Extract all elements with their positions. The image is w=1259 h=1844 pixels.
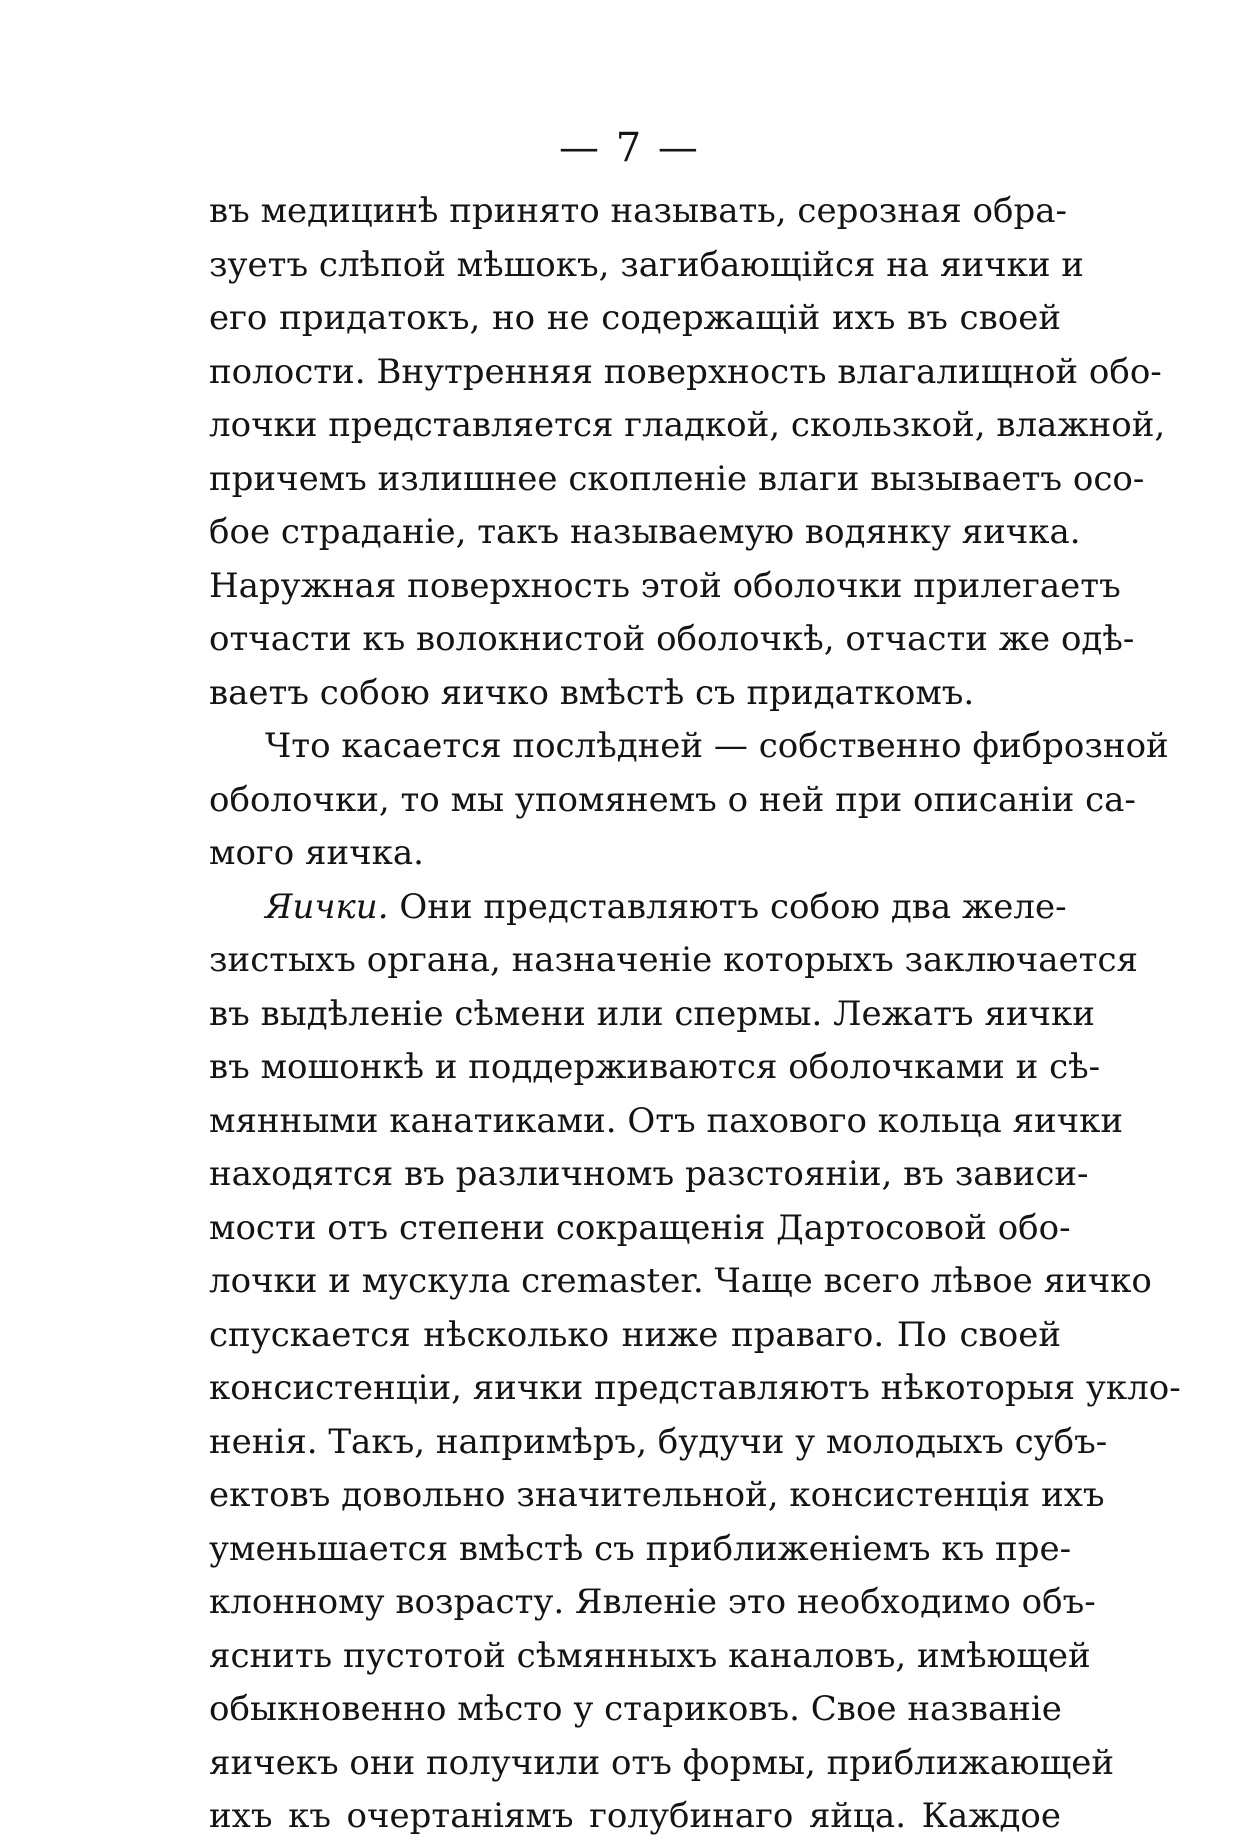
text-line xyxy=(209,881,1067,935)
text-line: мянными канатиками. Отъ пахового кольца яички xyxy=(209,1100,1124,1141)
text-line: зистыхъ органа, назначеніе которыхъ заключается xyxy=(209,940,1138,980)
text-line: въ мошонкѣ и поддерживаются оболочками и сѣ- xyxy=(209,1047,1101,1087)
text-line: его придатокъ, но не содержащій ихъ въ своей xyxy=(209,298,1061,338)
text-line: въ выдѣленіе сѣмени или спермы. Лежатъ яички xyxy=(209,993,1095,1034)
text-line: лочки представляется гладкой, скользкой, влажной, xyxy=(209,405,1166,445)
text-line: уменьшается вмѣстѣ съ приближеніемъ къ пре- xyxy=(209,1528,1072,1569)
text-line: лочки и мускула cremaster. Чаще всего лѣвое яичко xyxy=(209,1261,1152,1301)
text-line: ектовъ довольно значительной, консистенція ихъ xyxy=(209,1475,1105,1515)
text-line: зуетъ слѣпой мѣшокъ, загибающійся на яички и xyxy=(209,244,1084,285)
text-line: клонному возрасту. Явленіе это необходимо объ- xyxy=(209,1582,1096,1622)
text-line: обыкновенно мѣсто у стариковъ. Свое названіе xyxy=(209,1689,1062,1729)
text-line: мого яичка. xyxy=(209,833,424,873)
text-line: ихъ къ очертаніямъ голубинаго яйца. Каждое xyxy=(209,1796,1061,1836)
text-line: Что касается послѣдней — собственно фиброзной xyxy=(265,726,1169,766)
text-line: ваетъ собою яичко вмѣстѣ съ придаткомъ. xyxy=(209,672,975,713)
text-line: оболочки, то мы упомянемъ о ней при описаніи са- xyxy=(209,779,1136,820)
text-line-rest: Они представляютъ собою два желе- xyxy=(399,886,1067,927)
text-line: полости. Внутренняя поверхность влагалищной обо- xyxy=(209,351,1162,392)
text-line: отчасти къ волокнистой оболочкѣ, отчасти же одѣ- xyxy=(209,619,1135,659)
text-line: яичекъ они получили отъ формы, приближающей xyxy=(209,1742,1114,1783)
text-line: находятся въ различномъ разстояніи, въ зависи- xyxy=(209,1154,1089,1194)
text-line: бое страданіе, такъ называемую водянку яичка. xyxy=(209,512,1081,552)
text-line: консистенціи, яички представляютъ нѣкоторыя укло- xyxy=(209,1368,1181,1408)
text-line: причемъ излишнее скопленіе влаги вызываетъ осо- xyxy=(209,458,1145,499)
paragraph xyxy=(209,881,1181,1844)
text-line: спускается нѣсколько ниже праваго. По своей xyxy=(209,1314,1061,1355)
text-line: яснить пустотой сѣмянныхъ каналовъ, имѣющей xyxy=(209,1635,1091,1676)
body-text xyxy=(209,185,1181,1844)
text-line: ненія. Такъ, напримѣръ, будучи у молодыхъ субъ- xyxy=(209,1421,1108,1462)
paragraph xyxy=(209,720,1169,881)
paragraph xyxy=(209,185,1166,720)
text-line: въ медицинѣ принято называть, серозная обра- xyxy=(209,191,1068,231)
page-number: — 7 — xyxy=(559,125,700,171)
text-line: Наружная поверхность этой оболочки прилегаетъ xyxy=(209,565,1121,606)
section-term: Яички. xyxy=(265,886,389,927)
text-line: мости отъ степени сокращенія Дартосовой обо- xyxy=(209,1207,1071,1248)
